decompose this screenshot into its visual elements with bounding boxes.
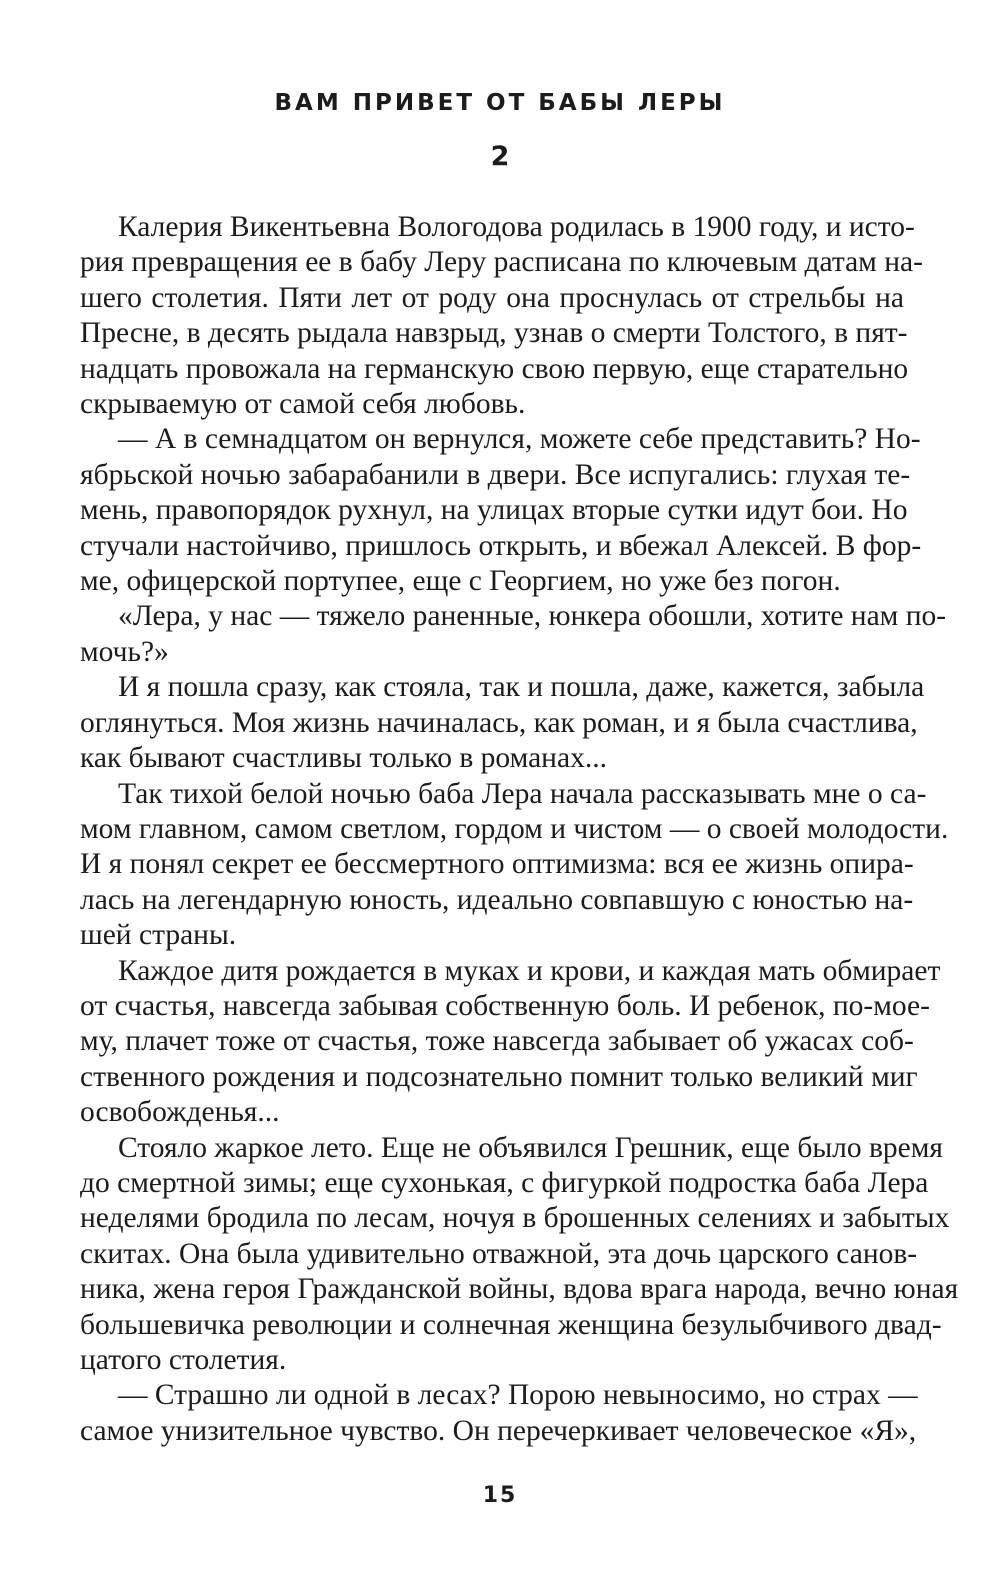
- text-line: неделями бродила по лесам, ночуя в брошенных селениях и забытых: [80, 1202, 950, 1235]
- text-line: И я пошла сразу, как стояла, так и пошла, даже, кажется, забыла: [118, 671, 925, 704]
- text-line: скитах. Она была удивительно отважной, эта дочь царского санов-: [80, 1237, 918, 1270]
- text-line: ственного рождения и подсознательно помнит только великий миг: [80, 1060, 918, 1093]
- text-line: И я понял секрет ее бессмертного оптимизма: вся ее жизнь опира-: [80, 848, 914, 881]
- text-line: самое унизительное чувство. Он перечеркивает человеческое «Я»,: [80, 1414, 917, 1447]
- text-line: — А в семнадцатом он вернулся, можете себе представить? Но-: [118, 423, 921, 456]
- text-line: Так тихой белой ночью баба Лера начала рассказывать мне о са-: [118, 777, 927, 810]
- text-line: ника, жена героя Гражданской войны, вдова врага народа, вечно юная: [80, 1273, 959, 1306]
- text-line: Стояло жаркое лето. Еще не объявился Грешник, еще было время: [118, 1131, 944, 1164]
- text-line: мом главном, самом светлом, гордом и чистом — о своей молодости.: [80, 812, 949, 845]
- chapter-number: 2: [490, 141, 510, 172]
- text-line: ябрьской ночью забарабанили в двери. Все испугались: глухая те-: [80, 458, 911, 491]
- text-line: стучали настойчиво, пришлось открыть, и вбежал Алексей. В фор-: [80, 529, 922, 562]
- text-line: до смертной зимы; еще сухонькая, с фигуркой подростка баба Лера: [80, 1166, 929, 1199]
- text-line: оглянуться. Моя жизнь начиналась, как роман, и я была счастлива,: [80, 706, 918, 739]
- body-text: [80, 210, 959, 1449]
- text-line: мочь?»: [80, 635, 169, 668]
- text-line: ме, офицерской портупее, еще с Георгием, но уже без погон.: [80, 565, 841, 598]
- text-line: как бывают счастливы только в романах...: [80, 742, 607, 775]
- page-number: 15: [482, 1483, 518, 1508]
- text-line: шей страны.: [80, 919, 237, 952]
- text-line: надцать провожала на германскую свою первую, еще старательно: [80, 352, 909, 385]
- text-line: шего столетия. Пяти лет от роду она проснулась от стрельбы на: [80, 281, 904, 314]
- text-line: «Лера, у нас — тяжело раненные, юнкера обошли, хотите нам по-: [118, 600, 947, 633]
- text-line: большевичка революции и солнечная женщина безулыбчивого двад-: [80, 1308, 942, 1341]
- text-line: Каждое дитя рождается в муках и крови, и каждая мать обмирает: [118, 954, 941, 987]
- text-line: Калерия Викентьевна Вологодова родилась в 1900 году, и исто-: [118, 211, 915, 243]
- text-line: рия превращения ее в бабу Леру расписана по ключевым датам на-: [80, 246, 923, 279]
- text-line: скрываемую от самой себя любовь.: [80, 388, 526, 421]
- running-title: ВАМ ПРИВЕТ ОТ БАБЫ ЛЕРЫ: [274, 90, 726, 116]
- text-line: цатого столетия.: [80, 1344, 287, 1376]
- text-line: му, плачет тоже от счастья, тоже навсегда забывает об ужасах соб-: [80, 1025, 914, 1058]
- text-line: от счастья, навсегда забывая собственную боль. И ребенок, по-мое-: [80, 989, 930, 1022]
- text-line: Пресне, в десять рыдала навзрыд, узнав о смерти Толстого, в пят-: [80, 317, 908, 350]
- text-line: освобожденья...: [80, 1096, 280, 1129]
- text-line: мень, правопорядок рухнул, на улицах вторые сутки идут бои. Но: [80, 494, 908, 527]
- text-line: лась на легендарную юность, идеально совпавшую с юностью на-: [80, 883, 914, 916]
- text-line: — Страшно ли одной в лесах? Порою невыносимо, но страх —: [118, 1379, 918, 1412]
